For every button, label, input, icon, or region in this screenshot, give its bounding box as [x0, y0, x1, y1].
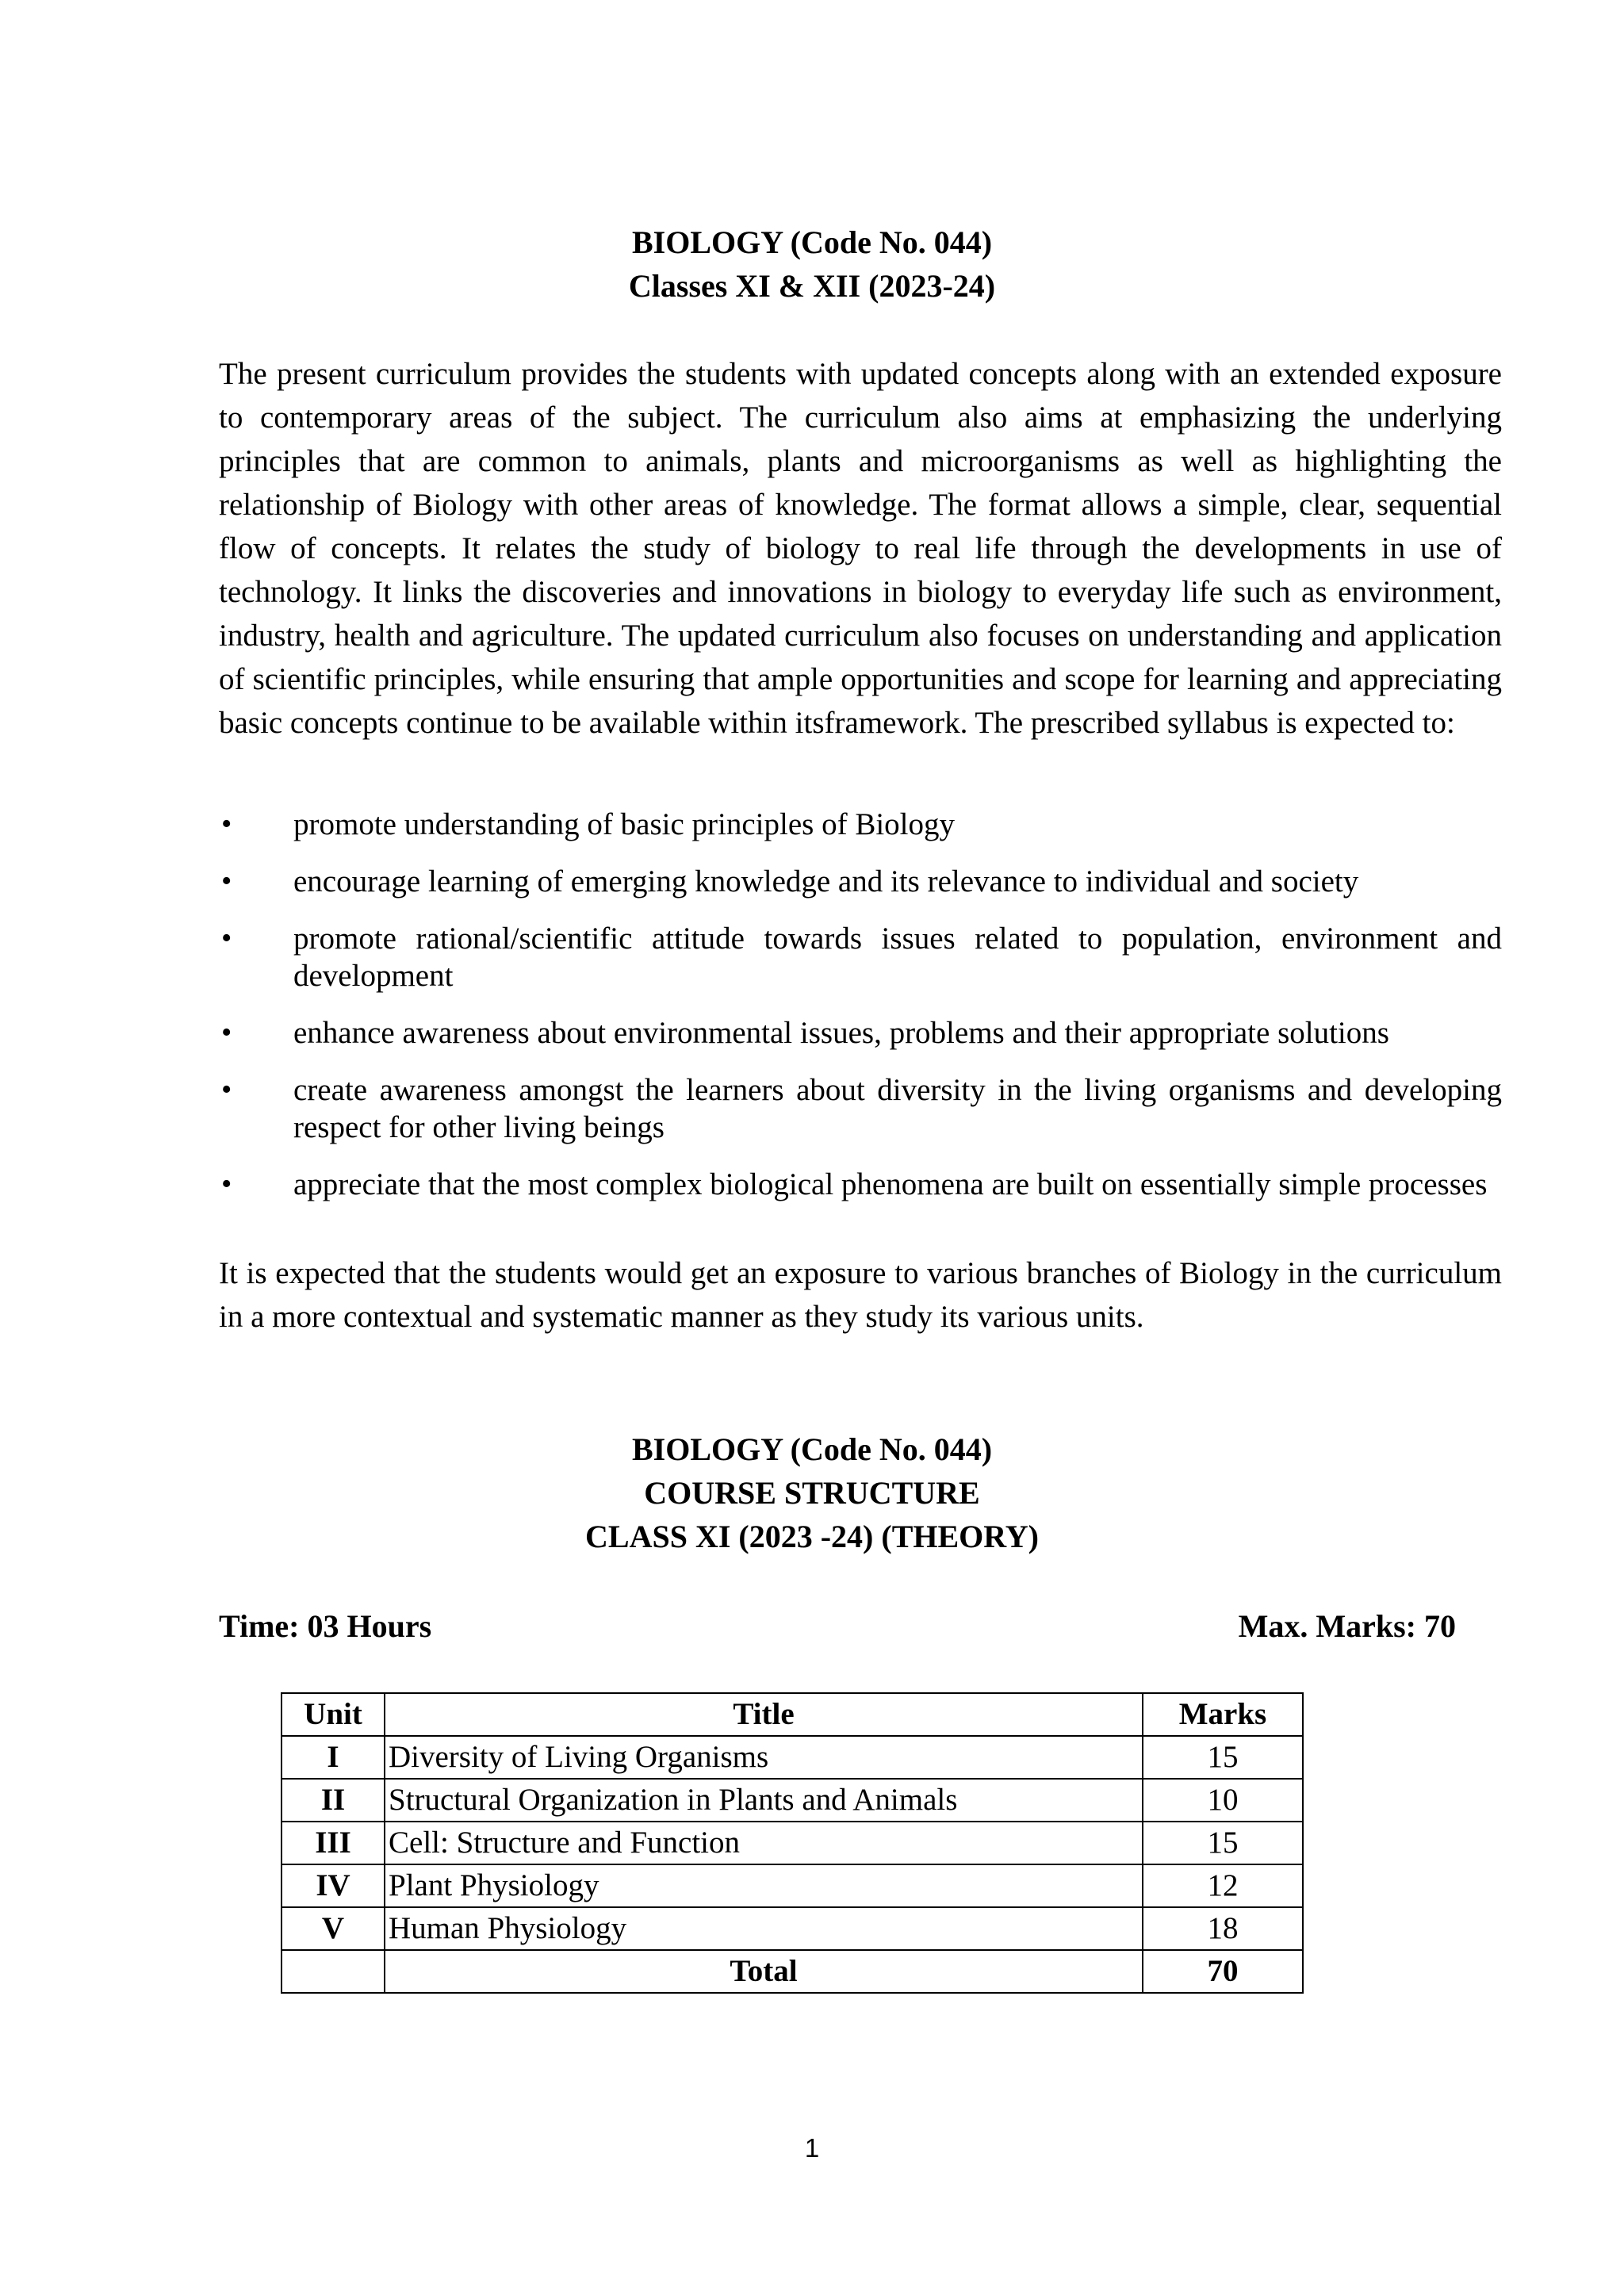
list-item-text: enhance awareness about environmental issues, problems and their appropriate solutions	[293, 1016, 1389, 1050]
table-row	[282, 1822, 1303, 1864]
cell-title: Diversity of Living Organisms	[385, 1736, 1143, 1779]
cell-marks: 15	[1143, 1822, 1303, 1864]
bullet-icon: •	[221, 1016, 232, 1049]
list-item-text: promote understanding of basic principles of Biology	[293, 807, 956, 841]
list-item	[219, 1071, 1502, 1146]
cell-unit	[282, 1950, 385, 1993]
units-table	[281, 1692, 1304, 1994]
cell-marks: 10	[1143, 1779, 1303, 1822]
heading-classes: Classes XI & XII (2023-24)	[628, 268, 996, 304]
closing-paragraph: It is expected that the students would get an exposure to various branches of Biology in the curriculum in a more contextual and systematic manner as they study its various units.	[219, 1256, 1502, 1334]
bullet-icon: •	[221, 1073, 232, 1106]
table-row	[282, 1779, 1303, 1822]
objectives-list	[219, 806, 1502, 1223]
table-total-row	[282, 1950, 1303, 1993]
list-item-text: appreciate that the most complex biological phenomena are built on essentially simple processes	[293, 1167, 1488, 1201]
exam-time: Time: 03 Hours	[219, 1608, 432, 1644]
list-item	[219, 1014, 1502, 1052]
cell-total-label: Total	[385, 1950, 1143, 1993]
bullet-icon: •	[221, 1167, 232, 1201]
cell-unit: V	[282, 1907, 385, 1950]
cell-title: Cell: Structure and Function	[385, 1822, 1143, 1864]
document-heading	[0, 220, 1624, 308]
cell-marks: 12	[1143, 1864, 1303, 1907]
table-row	[282, 1736, 1303, 1779]
cell-unit: I	[282, 1736, 385, 1779]
list-item	[219, 863, 1502, 900]
list-item-text: promote rational/scientific attitude towards issues related to population, environment and development	[293, 921, 1502, 993]
table-row	[282, 1907, 1303, 1950]
cell-title: Plant Physiology	[385, 1864, 1143, 1907]
cell-unit: II	[282, 1779, 385, 1822]
course-structure-heading	[0, 1427, 1624, 1558]
course-title: BIOLOGY (Code No. 044)	[631, 1431, 993, 1467]
heading-title: BIOLOGY (Code No. 044)	[631, 224, 993, 260]
exam-max-marks: Max. Marks: 70	[1238, 1608, 1456, 1644]
table-row	[282, 1864, 1303, 1907]
bullet-icon: •	[221, 864, 232, 898]
course-class-label: CLASS XI (2023 -24) (THEORY)	[585, 1519, 1039, 1554]
cell-unit: III	[282, 1822, 385, 1864]
cell-total-marks: 70	[1143, 1950, 1303, 1993]
page-number: 1	[804, 2133, 820, 2163]
list-item	[219, 920, 1502, 994]
intro-paragraph: The present curriculum provides the students with updated concepts along with an extended exposure to contemporary areas of the subject. The curriculum also aims at emphasizing the underlying principles that are common to animals, plants and microorganisms as well as highlighting the relationship of Biology with other areas of knowledge. The format allows a simple, clear, sequential flow of concepts. It relates the study of biology to real life through the developments in use of technology. It links the discoveries and innovations in biology to everyday life such as environment, industry, health and agriculture. The updated curriculum also focuses on understanding and application of scientific principles, while ensuring that ample opportunities and scope for learning and appreciating basic concepts continue to be available within itsframework. The prescribed syllabus is expected to:	[219, 357, 1502, 740]
header-unit: Unit	[282, 1693, 385, 1736]
list-item-text: create awareness amongst the learners about diversity in the living organisms and developing respect for other living beings	[293, 1073, 1502, 1144]
cell-unit: IV	[282, 1864, 385, 1907]
cell-marks: 18	[1143, 1907, 1303, 1950]
bullet-icon: •	[221, 921, 232, 955]
list-item-text: encourage learning of emerging knowledge and its relevance to individual and society	[293, 864, 1359, 898]
bullet-icon: •	[221, 807, 232, 841]
cell-title: Human Physiology	[385, 1907, 1143, 1950]
cell-marks: 15	[1143, 1736, 1303, 1779]
list-item	[219, 806, 1502, 843]
cell-title: Structural Organization in Plants and Animals	[385, 1779, 1143, 1822]
header-title: Title	[385, 1693, 1143, 1736]
course-structure-label: COURSE STRUCTURE	[644, 1475, 980, 1511]
table-header-row	[282, 1693, 1303, 1736]
header-marks: Marks	[1143, 1693, 1303, 1736]
list-item	[219, 1166, 1502, 1203]
